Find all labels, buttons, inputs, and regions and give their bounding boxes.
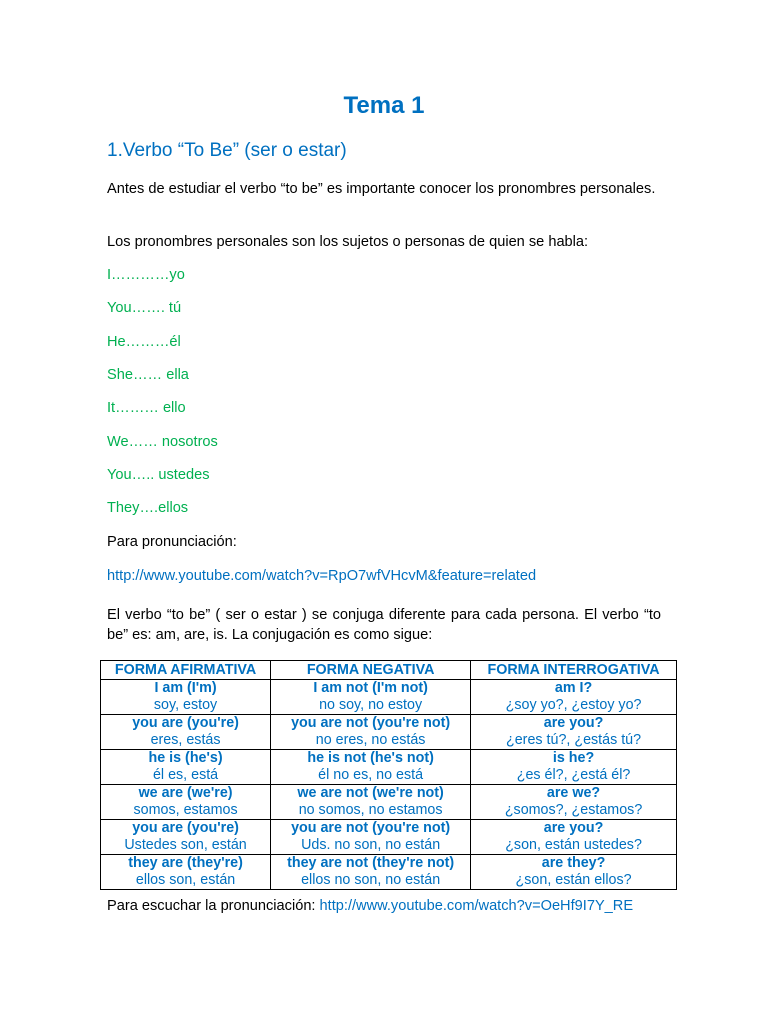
- table-row: [101, 715, 677, 750]
- table-cell: [471, 680, 677, 715]
- table-cell: [471, 715, 677, 750]
- cell-english: am I?: [554, 680, 593, 696]
- cell-english: you are (you're): [132, 820, 239, 836]
- cell-english: he is (he's): [148, 750, 223, 766]
- pronunciation-label: Para pronunciación:: [107, 534, 237, 550]
- conjugation-paragraph: El verbo “to be” ( ser o estar ) se conjuga diferente para cada persona. El verbo “to be” es: am, are, is. La conjugación es como sigue:: [107, 607, 661, 643]
- table-cell: [271, 820, 471, 855]
- cell-spanish: somos, estamos: [133, 802, 238, 818]
- pronoun-item: You……. tú: [107, 300, 182, 316]
- pronoun-item: You….. ustedes: [107, 467, 210, 483]
- cell-english: are they?: [541, 855, 606, 871]
- cell-english: they are (they're): [128, 855, 243, 871]
- cell-english: he is not (he's not): [307, 750, 434, 766]
- pronoun-item: We…… nosotros: [107, 434, 218, 450]
- table-row: [101, 820, 677, 855]
- cell-spanish: ¿es él?, ¿está él?: [516, 767, 631, 783]
- table-cell: [271, 680, 471, 715]
- footer-line: [107, 896, 633, 916]
- column-header: FORMA NEGATIVA: [271, 661, 471, 680]
- cell-spanish: soy, estoy: [153, 697, 218, 713]
- pronoun-item: It……… ello: [107, 400, 186, 416]
- cell-spanish: ¿eres tú?, ¿estás tú?: [506, 732, 642, 748]
- cell-english: I am (I'm): [154, 680, 217, 696]
- column-header: FORMA INTERROGATIVA: [471, 661, 677, 680]
- footer-link[interactable]: http://www.youtube.com/watch?v=OeHf9I7Y_RE: [319, 898, 634, 914]
- cell-spanish: ¿son, están ellos?: [515, 872, 632, 888]
- cell-spanish: él no es, no está: [318, 767, 424, 783]
- cell-spanish: no somos, no estamos: [298, 802, 443, 818]
- table-cell: [101, 750, 271, 785]
- cell-english: you are not (you're not): [291, 715, 451, 731]
- intro-paragraph: Antes de estudiar el verbo “to be” es importante conocer los pronombres personales.: [107, 181, 656, 197]
- table-cell: [471, 750, 677, 785]
- cell-english: they are not (they're not): [287, 855, 455, 871]
- cell-spanish: ellos son, están: [135, 872, 236, 888]
- table-cell: [471, 785, 677, 820]
- definition-paragraph: Los pronombres personales son los sujetos o personas de quien se habla:: [107, 234, 589, 250]
- pronoun-item: I…………yo: [107, 267, 185, 283]
- cell-spanish: ¿son, están ustedes?: [505, 837, 642, 853]
- table-row: [101, 855, 677, 890]
- section-heading: 1.Verbo “To Be” (ser o estar): [107, 140, 347, 161]
- cell-spanish: ellos no son, no están: [301, 872, 441, 888]
- pronunciation-link[interactable]: http://www.youtube.com/watch?v=RpO7wfVHcvM&feature=related: [107, 568, 537, 584]
- cell-english: I am not (I'm not): [313, 680, 428, 696]
- cell-english: are we?: [546, 785, 601, 801]
- table-row: [101, 785, 677, 820]
- cell-english: you are not (you're not): [291, 820, 451, 836]
- cell-spanish: Uds. no son, no están: [301, 837, 441, 853]
- table-cell: [101, 715, 271, 750]
- table-cell: [101, 820, 271, 855]
- table-row: [101, 750, 677, 785]
- cell-spanish: eres, estás: [150, 732, 221, 748]
- page-title: Tema 1: [343, 92, 425, 119]
- table-cell: [101, 855, 271, 890]
- table-cell: [271, 715, 471, 750]
- cell-spanish: ¿soy yo?, ¿estoy yo?: [505, 697, 642, 713]
- cell-english: we are (we're): [138, 785, 233, 801]
- pronoun-item: They….ellos: [107, 500, 189, 516]
- column-header: FORMA AFIRMATIVA: [101, 661, 271, 680]
- cell-spanish: no eres, no estás: [315, 732, 426, 748]
- cell-english: we are not (we're not): [297, 785, 444, 801]
- table-header-row: [101, 661, 677, 680]
- table-cell: [271, 750, 471, 785]
- cell-english: you are (you're): [132, 715, 239, 731]
- conjugation-table: [100, 660, 677, 890]
- cell-english: is he?: [552, 750, 595, 766]
- cell-spanish: Ustedes son, están: [124, 837, 247, 853]
- pronoun-item: He………él: [107, 334, 181, 350]
- table-cell: [471, 855, 677, 890]
- cell-spanish: él es, está: [152, 767, 219, 783]
- table-cell: [271, 785, 471, 820]
- table-cell: [101, 785, 271, 820]
- table-cell: [271, 855, 471, 890]
- cell-spanish: no soy, no estoy: [319, 697, 423, 713]
- table-row: [101, 680, 677, 715]
- cell-english: are you?: [543, 820, 604, 836]
- cell-spanish: ¿somos?, ¿estamos?: [504, 802, 643, 818]
- table-cell: [101, 680, 271, 715]
- pronoun-item: She…… ella: [107, 367, 189, 383]
- cell-english: are you?: [543, 715, 604, 731]
- table-cell: [471, 820, 677, 855]
- footer-label: Para escuchar la pronunciación:: [107, 898, 320, 914]
